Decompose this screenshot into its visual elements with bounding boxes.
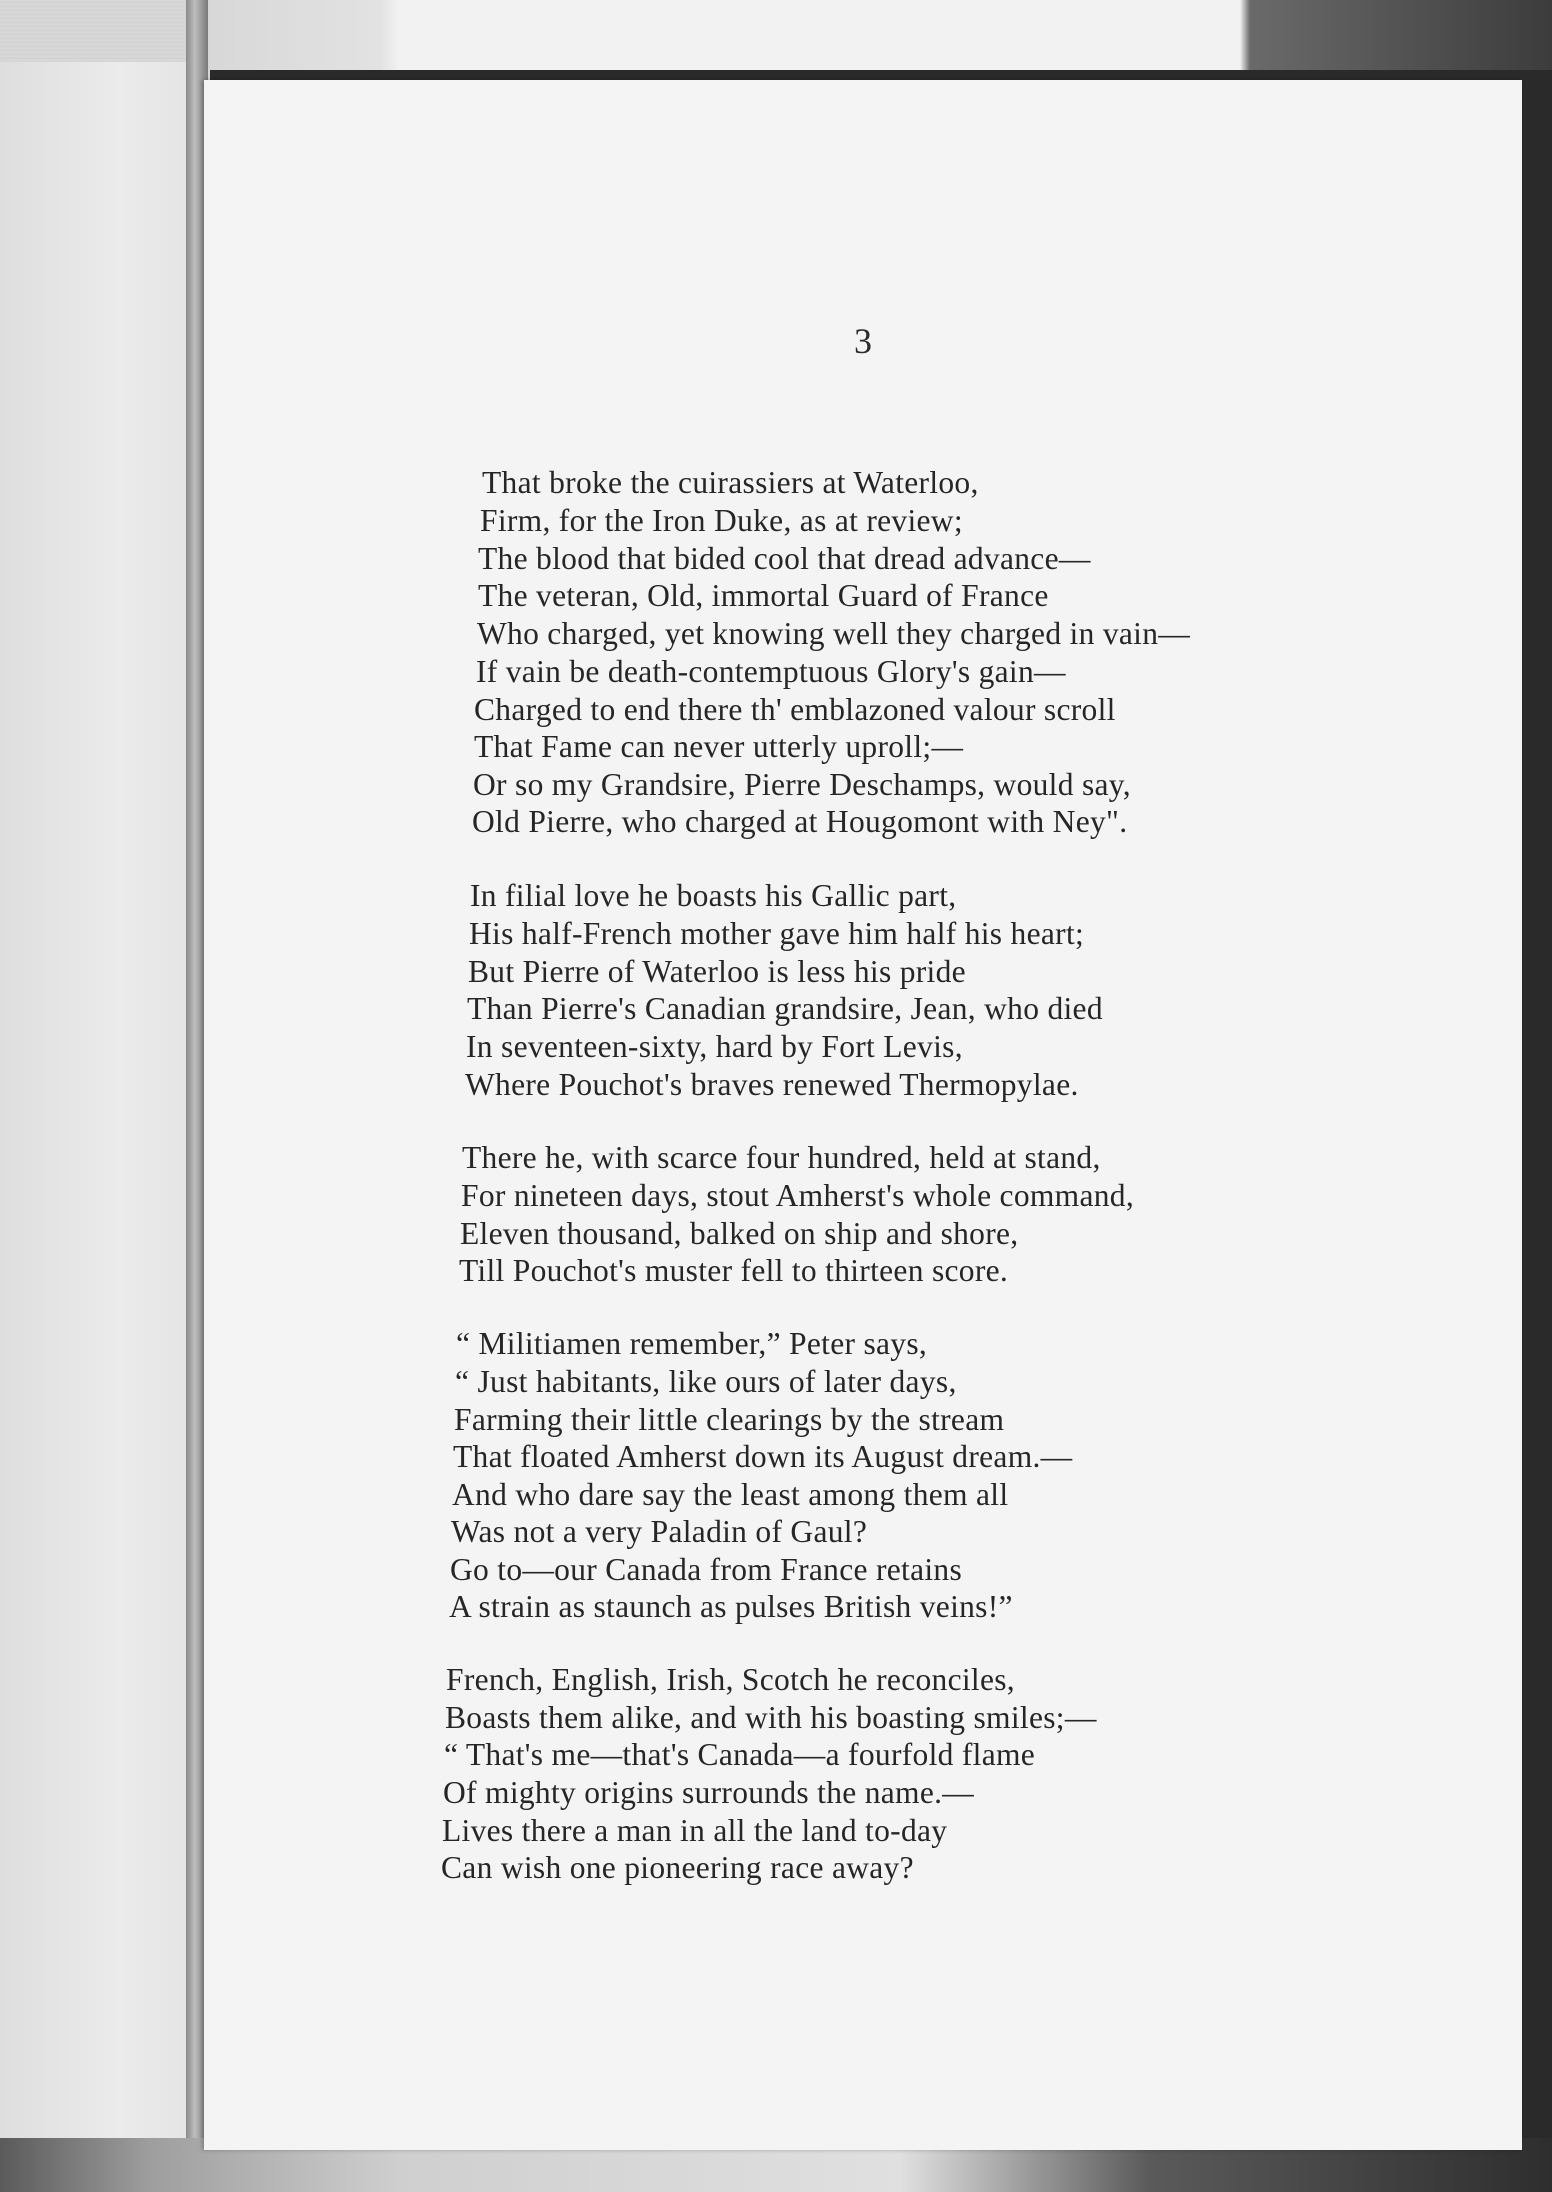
poem-line: Go to—our Canada from France retains — [450, 1552, 963, 1587]
poem-line: “ That's me—that's Canada—a fourfold flame — [444, 1737, 1036, 1772]
poem-line: For nineteen days, stout Amherst's whole command, — [461, 1178, 1135, 1213]
poem-line: That floated Amherst down its August dream.— — [453, 1439, 1073, 1474]
page-content — [204, 80, 1522, 2150]
poem-line: There he, with scarce four hundred, held at stand, — [462, 1140, 1101, 1175]
poem-line: Farming their little clearings by the stream — [454, 1402, 1005, 1437]
scan-top-edge — [0, 0, 1552, 70]
poem-line: That broke the cuirassiers at Waterloo, — [482, 465, 979, 500]
poem-line: The blood that bided cool that dread advance— — [478, 541, 1091, 576]
poem-line: Till Pouchot's muster fell to thirteen score. — [459, 1253, 1009, 1288]
poem-line: Old Pierre, who charged at Hougomont with Ney". — [472, 804, 1128, 839]
poem-line: Of mighty origins surrounds the name.— — [443, 1775, 975, 1810]
poem-line: Boasts them alike, and with his boasting smiles;— — [445, 1700, 1097, 1735]
poem-line: Firm, for the Iron Duke, as at review; — [480, 503, 963, 538]
poem-line: Charged to end there th' emblazoned valour scroll — [474, 692, 1116, 727]
book-page — [204, 80, 1522, 2150]
poem-line: Who charged, yet knowing well they charged in vain— — [477, 616, 1191, 651]
poem-line: In filial love he boasts his Gallic part, — [470, 878, 957, 913]
poem-line: Can wish one pioneering race away? — [441, 1850, 914, 1885]
poem-line: Eleven thousand, balked on ship and shore, — [460, 1216, 1019, 1251]
poem-line: And who dare say the least among them all — [452, 1477, 1009, 1512]
facing-page — [0, 62, 198, 2162]
poem-line: “ Militiamen remember,” Peter says, — [456, 1326, 928, 1361]
poem-line: French, English, Irish, Scotch he reconciles, — [446, 1662, 1015, 1697]
poem-line: Lives there a man in all the land to-day — [442, 1813, 948, 1848]
poem-line: Where Pouchot's braves renewed Thermopylae. — [465, 1067, 1079, 1102]
poem-line: That Fame can never utterly uproll;— — [474, 729, 964, 764]
poem-line: “ Just habitants, like ours of later days, — [455, 1364, 957, 1399]
poem-line: In seventeen-sixty, hard by Fort Levis, — [466, 1029, 963, 1064]
poem-line: The veteran, Old, immortal Guard of France — [478, 578, 1049, 613]
poem-line: His half-French mother gave him half his heart; — [469, 916, 1085, 951]
poem-line: But Pierre of Waterloo is less his pride — [468, 954, 966, 989]
poem-line: Or so my Grandsire, Pierre Deschamps, would say, — [473, 767, 1131, 802]
page-number: 3 — [854, 321, 872, 361]
poem-line: Than Pierre's Canadian grandsire, Jean, who died — [467, 991, 1103, 1026]
poem-line: Was not a very Paladin of Gaul? — [451, 1514, 868, 1549]
poem-line: If vain be death-contemptuous Glory's gain— — [476, 654, 1066, 689]
poem-line: A strain as staunch as pulses British veins!” — [449, 1589, 1013, 1624]
